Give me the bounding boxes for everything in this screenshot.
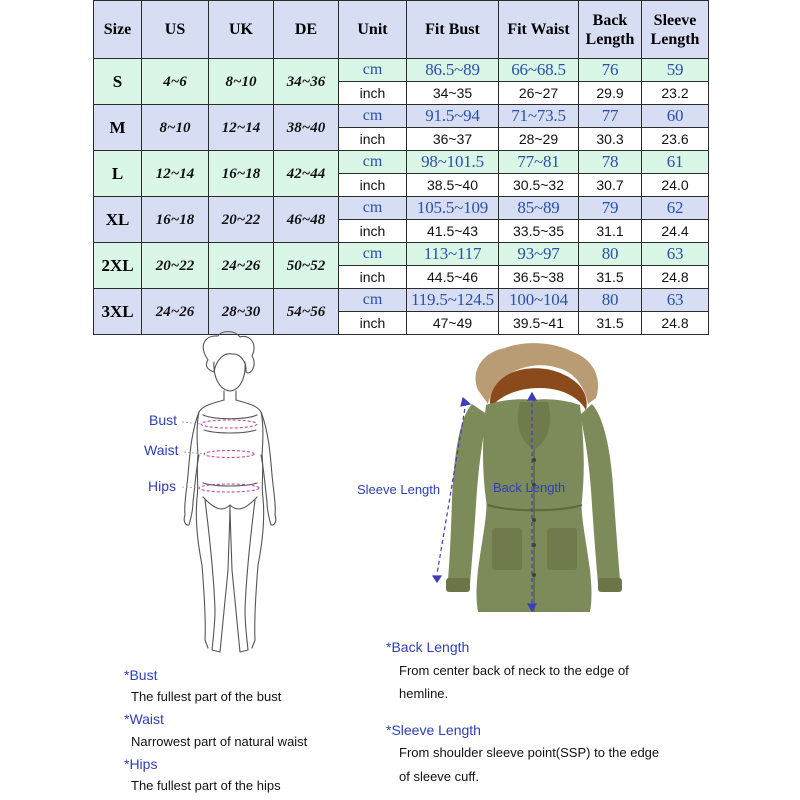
sleeve-length-inch-cell: 24.0 bbox=[642, 174, 709, 197]
de-size-cell: 38~40 bbox=[274, 105, 339, 151]
size-cell: L bbox=[94, 151, 142, 197]
back-length-cm-cell: 80 bbox=[579, 243, 642, 266]
fit-waist-cm-cell: 77~81 bbox=[499, 151, 579, 174]
unit-cell: inch bbox=[339, 82, 407, 105]
fit-waist-inch-cell: 28~29 bbox=[499, 128, 579, 151]
us-size-cell: 8~10 bbox=[142, 105, 209, 151]
fit-bust-inch-cell: 44.5~46 bbox=[407, 266, 499, 289]
unit-cell: inch bbox=[339, 312, 407, 335]
def-sleeve-length-text-2: of sleeve cuff. bbox=[399, 769, 479, 784]
def-hips-text: The fullest part of the hips bbox=[131, 778, 281, 793]
back-length-inch-cell: 31.5 bbox=[579, 266, 642, 289]
unit-cell: inch bbox=[339, 266, 407, 289]
coat-figure bbox=[446, 343, 622, 612]
def-back-length-text-1: From center back of neck to the edge of bbox=[399, 663, 629, 678]
uk-size-cell: 12~14 bbox=[209, 105, 274, 151]
def-hips-title: *Hips bbox=[124, 756, 158, 772]
sleeve-length-inch-cell: 23.2 bbox=[642, 82, 709, 105]
torso-outline bbox=[196, 400, 224, 648]
fit-bust-cm-cell: 113~117 bbox=[407, 243, 499, 266]
legs bbox=[205, 500, 255, 652]
header-unit: Unit bbox=[339, 1, 407, 59]
def-back-length-text-2: hemline. bbox=[399, 686, 449, 701]
unit-cell: cm bbox=[339, 289, 407, 312]
fit-waist-cm-cell: 66~68.5 bbox=[499, 59, 579, 82]
back-length-inch-cell: 30.3 bbox=[579, 128, 642, 151]
us-size-cell: 16~18 bbox=[142, 197, 209, 243]
def-waist-text: Narrowest part of natural waist bbox=[131, 734, 308, 749]
unit-cell: cm bbox=[339, 59, 407, 82]
us-size-cell: 20~22 bbox=[142, 243, 209, 289]
uk-size-cell: 8~10 bbox=[209, 59, 274, 105]
back-length-inch-cell: 29.9 bbox=[579, 82, 642, 105]
header-us: US bbox=[142, 1, 209, 59]
sleeve-length-cm-cell: 63 bbox=[642, 289, 709, 312]
de-size-cell: 46~48 bbox=[274, 197, 339, 243]
fit-waist-cm-cell: 85~89 bbox=[499, 197, 579, 220]
unit-cell: inch bbox=[339, 128, 407, 151]
back-length-cm-cell: 80 bbox=[579, 289, 642, 312]
header-uk: UK bbox=[209, 1, 274, 59]
fit-waist-inch-cell: 30.5~32 bbox=[499, 174, 579, 197]
sleeve-length-cm-cell: 63 bbox=[642, 243, 709, 266]
fit-bust-inch-cell: 41.5~43 bbox=[407, 220, 499, 243]
header-size: Size bbox=[94, 1, 142, 59]
fit-bust-inch-cell: 38.5~40 bbox=[407, 174, 499, 197]
sleeve-length-cm-cell: 59 bbox=[642, 59, 709, 82]
unit-cell: inch bbox=[339, 174, 407, 197]
fit-waist-cm-cell: 100~104 bbox=[499, 289, 579, 312]
fit-waist-inch-cell: 26~27 bbox=[499, 82, 579, 105]
hips-label: Hips bbox=[148, 478, 177, 494]
back-length-cm-cell: 77 bbox=[579, 105, 642, 128]
back-length-cm-cell: 79 bbox=[579, 197, 642, 220]
fit-bust-cm-cell: 105.5~109 bbox=[407, 197, 499, 220]
back-length-inch-cell: 30.7 bbox=[579, 174, 642, 197]
def-back-length-title: *Back Length bbox=[386, 639, 470, 655]
fit-bust-cm-cell: 98~101.5 bbox=[407, 151, 499, 174]
header-fit-waist: Fit Waist bbox=[499, 1, 579, 59]
de-size-cell: 50~52 bbox=[274, 243, 339, 289]
size-cell: S bbox=[94, 59, 142, 105]
us-size-cell: 4~6 bbox=[142, 59, 209, 105]
cuff-right bbox=[598, 578, 622, 592]
def-waist-title: *Waist bbox=[124, 711, 164, 727]
pocket-left bbox=[492, 528, 522, 570]
def-bust-title: *Bust bbox=[124, 667, 158, 683]
unit-cell: cm bbox=[339, 105, 407, 128]
def-sleeve-length-title: *Sleeve Length bbox=[386, 722, 481, 738]
fit-waist-inch-cell: 36.5~38 bbox=[499, 266, 579, 289]
fit-waist-cm-cell: 93~97 bbox=[499, 243, 579, 266]
cuff-left bbox=[446, 578, 470, 592]
header-de: DE bbox=[274, 1, 339, 59]
fit-bust-cm-cell: 119.5~124.5 bbox=[407, 289, 499, 312]
de-size-cell: 42~44 bbox=[274, 151, 339, 197]
fit-bust-inch-cell: 34~35 bbox=[407, 82, 499, 105]
waist-line bbox=[204, 451, 254, 458]
def-bust-text: The fullest part of the bust bbox=[131, 689, 282, 704]
sleeve-length-inch-cell: 23.6 bbox=[642, 128, 709, 151]
sleeve-length-inch-cell: 24.8 bbox=[642, 312, 709, 335]
header-fit-bust: Fit Bust bbox=[407, 1, 499, 59]
uk-size-cell: 16~18 bbox=[209, 151, 274, 197]
fit-bust-cm-cell: 91.5~94 bbox=[407, 105, 499, 128]
uk-size-cell: 24~26 bbox=[209, 243, 274, 289]
de-size-cell: 54~56 bbox=[274, 289, 339, 335]
pocket-right bbox=[547, 528, 577, 570]
unit-cell: cm bbox=[339, 243, 407, 266]
header-back-length: Back Length bbox=[579, 1, 642, 59]
sleeve-length-cm-cell: 60 bbox=[642, 105, 709, 128]
sleeve-length-inch-cell: 24.8 bbox=[642, 266, 709, 289]
back-length-inch-cell: 31.1 bbox=[579, 220, 642, 243]
uk-size-cell: 28~30 bbox=[209, 289, 274, 335]
size-cell: XL bbox=[94, 197, 142, 243]
us-size-cell: 24~26 bbox=[142, 289, 209, 335]
sleeve-length-inch-cell: 24.4 bbox=[642, 220, 709, 243]
de-size-cell: 34~36 bbox=[274, 59, 339, 105]
bust-label: Bust bbox=[149, 412, 178, 428]
fit-waist-inch-cell: 39.5~41 bbox=[499, 312, 579, 335]
header-sleeve-length: Sleeve Length bbox=[642, 1, 709, 59]
fit-bust-cm-cell: 86.5~89 bbox=[407, 59, 499, 82]
sleeve-length-label: Sleeve Length bbox=[357, 482, 441, 497]
size-cell: 3XL bbox=[94, 289, 142, 335]
size-cell: M bbox=[94, 105, 142, 151]
size-cell: 2XL bbox=[94, 243, 142, 289]
face-outline bbox=[214, 362, 245, 391]
def-sleeve-length-text-1: From shoulder sleeve point(SSP) to the edge bbox=[399, 745, 660, 760]
fit-waist-inch-cell: 33.5~35 bbox=[499, 220, 579, 243]
unit-cell: inch bbox=[339, 220, 407, 243]
back-length-cm-cell: 78 bbox=[579, 151, 642, 174]
fit-waist-cm-cell: 71~73.5 bbox=[499, 105, 579, 128]
unit-cell: cm bbox=[339, 151, 407, 174]
fit-bust-inch-cell: 36~37 bbox=[407, 128, 499, 151]
fit-bust-inch-cell: 47~49 bbox=[407, 312, 499, 335]
back-length-cm-cell: 76 bbox=[579, 59, 642, 82]
bust-line bbox=[201, 420, 257, 428]
sleeve-length-cm-cell: 61 bbox=[642, 151, 709, 174]
body-figure bbox=[184, 332, 276, 652]
hair-outline bbox=[203, 332, 254, 373]
back-length-inch-cell: 31.5 bbox=[579, 312, 642, 335]
back-length-label: Back Length bbox=[493, 480, 566, 495]
waist-label: Waist bbox=[144, 442, 179, 458]
unit-cell: cm bbox=[339, 197, 407, 220]
us-size-cell: 12~14 bbox=[142, 151, 209, 197]
uk-size-cell: 20~22 bbox=[209, 197, 274, 243]
sleeve-length-cm-cell: 62 bbox=[642, 197, 709, 220]
